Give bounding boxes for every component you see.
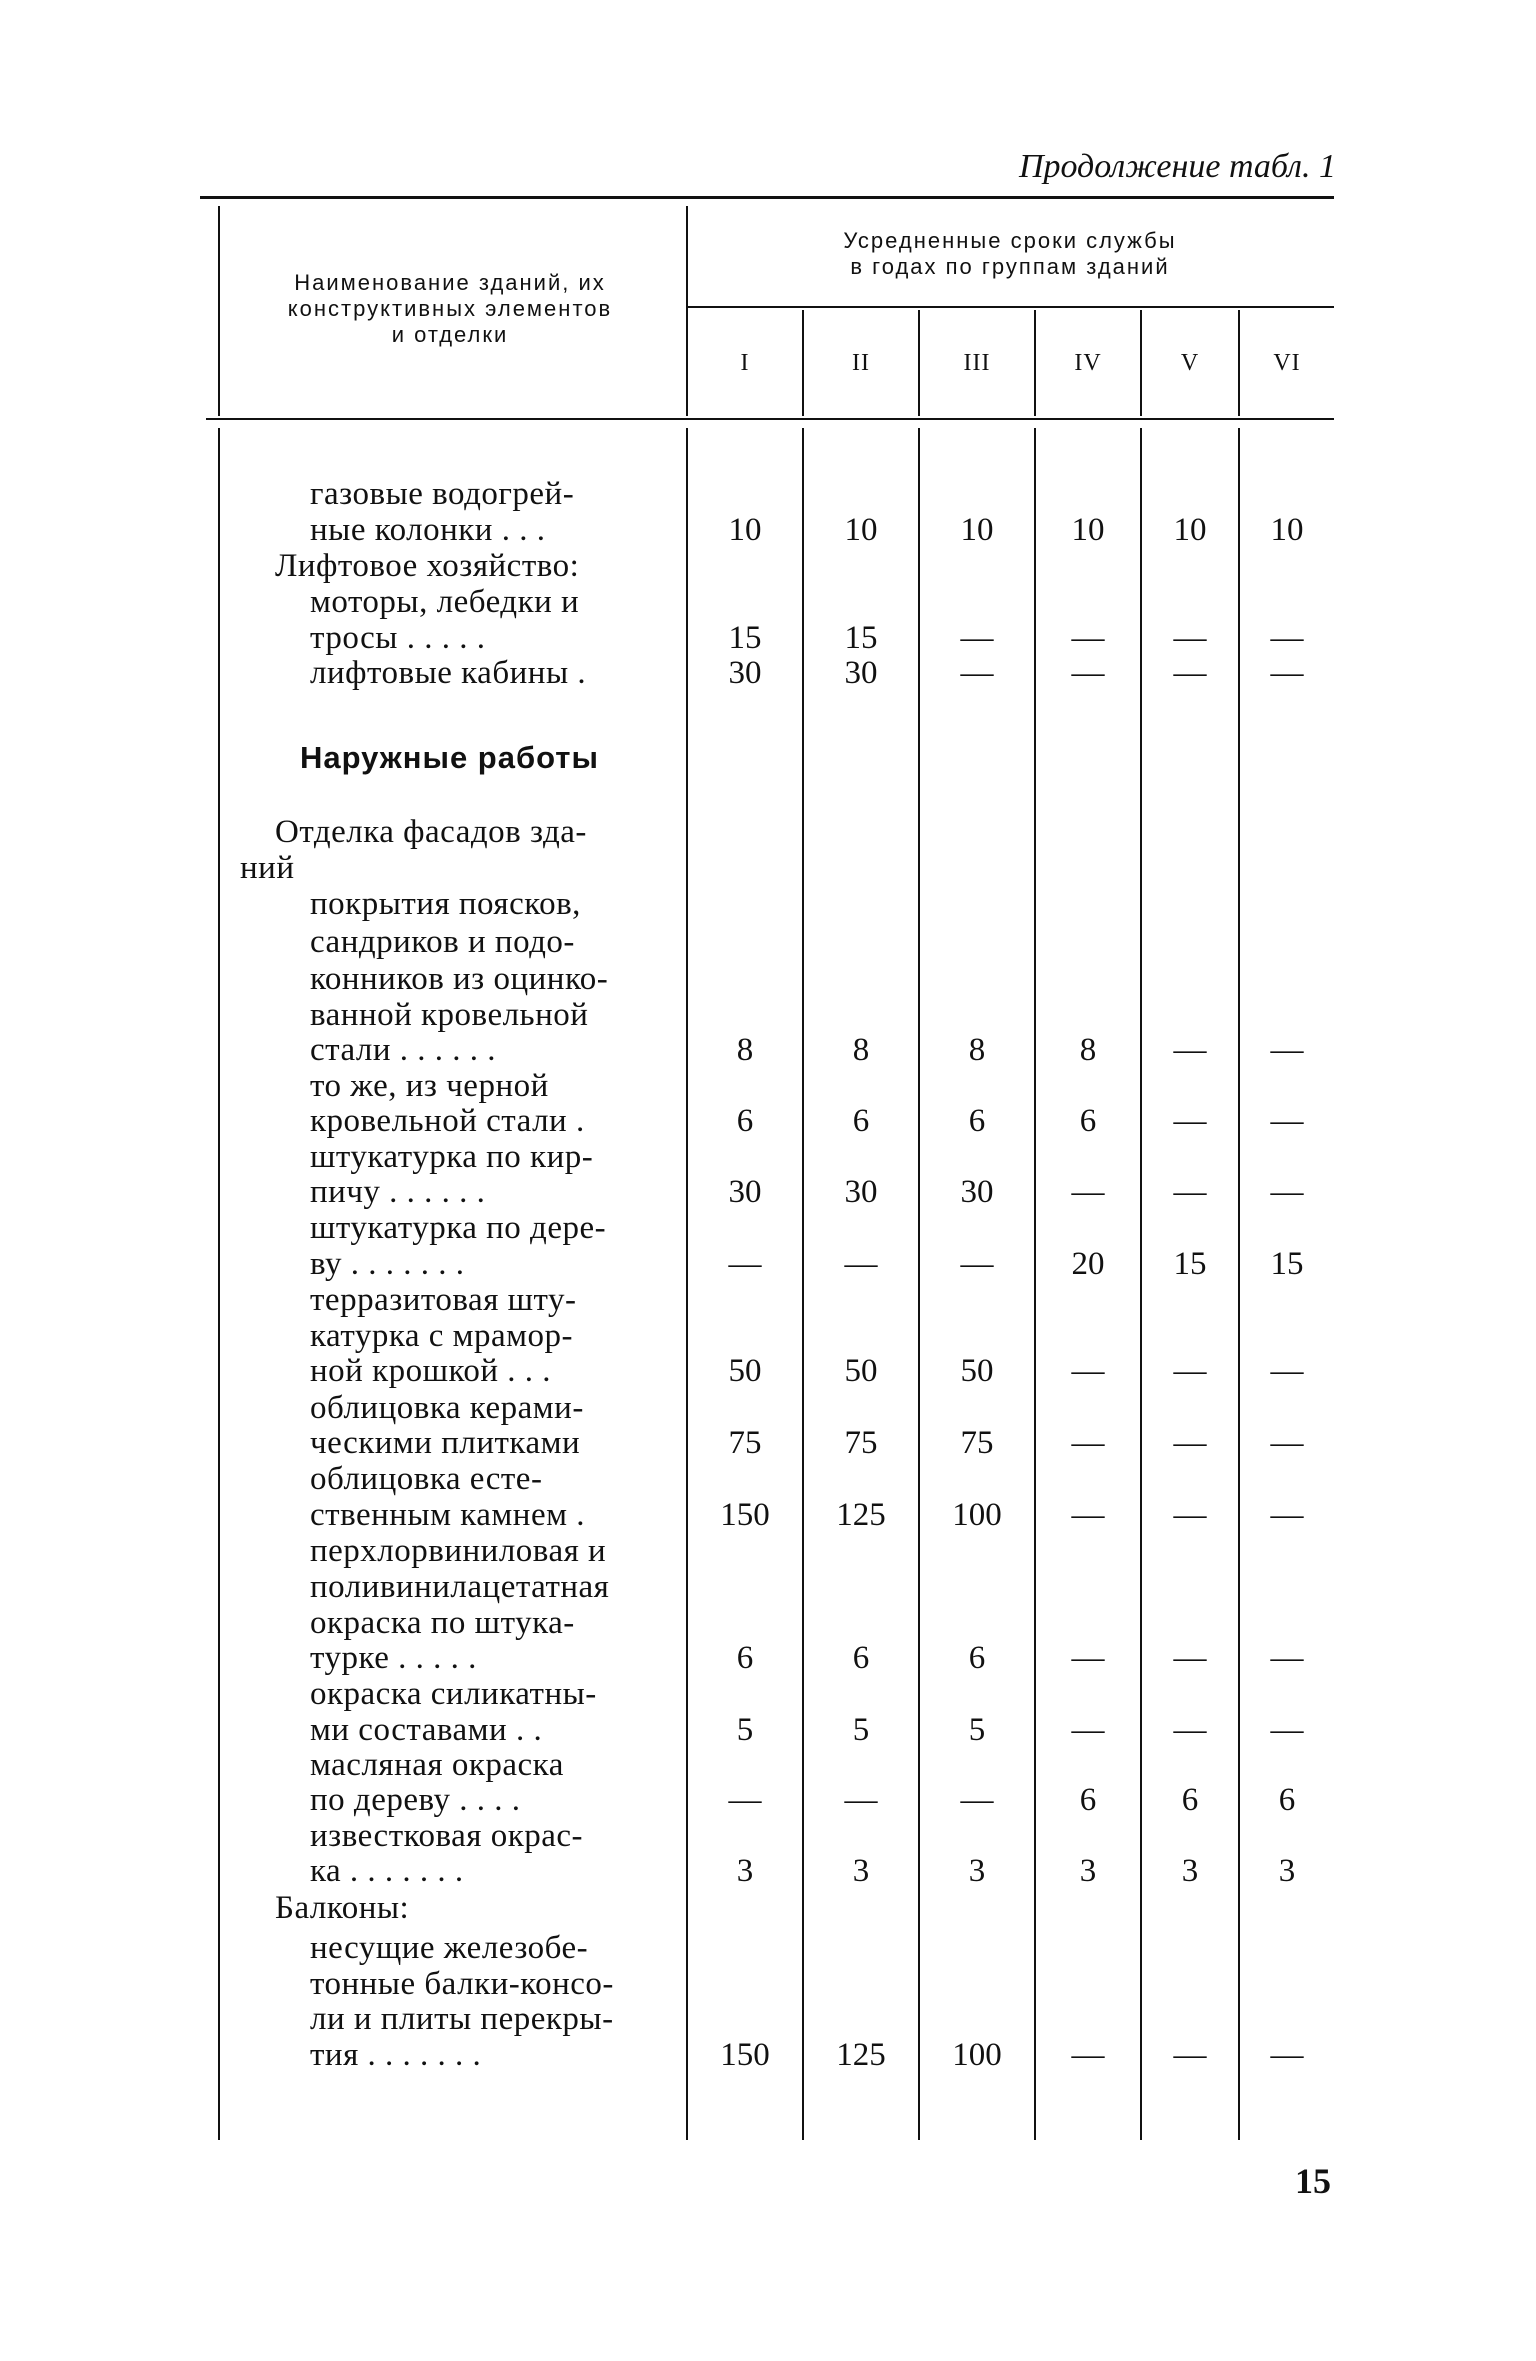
value-cell: — xyxy=(1173,1032,1207,1068)
value-cell: — xyxy=(1270,1353,1304,1389)
value-cell: — xyxy=(1071,1497,1105,1533)
body-vline-left xyxy=(218,428,220,2140)
value-cell: 30 xyxy=(728,655,762,691)
value-cell: — xyxy=(1071,620,1105,656)
value-cell: 150 xyxy=(720,2037,770,2073)
value-cell: 150 xyxy=(720,1497,770,1533)
value-cell: 8 xyxy=(852,1032,870,1068)
name-line: Лифтовое хозяйство: xyxy=(275,548,580,584)
value-cell: 3 xyxy=(1278,1853,1296,1889)
name-line: сандриков и подо- xyxy=(310,924,575,960)
value-cell: — xyxy=(1270,1497,1304,1533)
header-bottom-rule xyxy=(206,418,1334,420)
value-cell: 3 xyxy=(852,1853,870,1889)
value-cell: — xyxy=(1071,1353,1105,1389)
value-cell: — xyxy=(1270,1032,1304,1068)
column-header-v: V xyxy=(1180,350,1200,376)
name-line: облицовка есте- xyxy=(310,1461,543,1497)
column-header-vi: VI xyxy=(1273,350,1301,376)
value-cell: 6 xyxy=(736,1640,754,1676)
column-header-iv: IV xyxy=(1074,350,1102,376)
name-line: пичу . . . . . . xyxy=(310,1174,486,1210)
value-cell: 30 xyxy=(960,1174,994,1210)
value-cell: 6 xyxy=(736,1103,754,1139)
name-line: ные колонки . . . xyxy=(310,512,546,548)
name-line: газовые водогрей- xyxy=(310,476,575,512)
name-line: покрытия поясков, xyxy=(310,886,581,922)
value-cell: — xyxy=(844,1782,878,1818)
value-cell: 100 xyxy=(952,2037,1002,2073)
value-cell: — xyxy=(1071,1712,1105,1748)
value-cell: 30 xyxy=(728,1174,762,1210)
name-line: турке . . . . . xyxy=(310,1640,477,1676)
name-line: ли и плиты перекры- xyxy=(310,2001,614,2037)
value-cell: 6 xyxy=(1079,1782,1097,1818)
value-cell: 75 xyxy=(728,1425,762,1461)
value-cell: — xyxy=(1071,1640,1105,1676)
top-rule xyxy=(200,196,1334,199)
value-cell: 75 xyxy=(960,1425,994,1461)
column-header-i: I xyxy=(740,350,750,376)
name-column-header: Наименование зданий, их конструктивных элементов и отделки xyxy=(287,270,613,347)
name-line: стали . . . . . . xyxy=(310,1032,497,1068)
name-line: ванной кровельной xyxy=(310,997,589,1033)
value-cell: — xyxy=(960,1246,994,1282)
value-cell: 6 xyxy=(1079,1103,1097,1139)
name-line: конников из оцинко- xyxy=(310,961,609,997)
running-header: Продолжение табл. 1 xyxy=(1018,148,1336,185)
name-line: ной крошкой . . . xyxy=(310,1353,552,1389)
value-cell: — xyxy=(1071,2037,1105,2073)
value-cell: 30 xyxy=(844,655,878,691)
value-cell: — xyxy=(1173,2037,1207,2073)
name-line: ственным камнем . xyxy=(310,1497,585,1533)
name-line: поливинилацетатная xyxy=(310,1569,610,1605)
name-line: окраска по штука- xyxy=(310,1605,575,1641)
name-line: ний xyxy=(240,850,295,886)
value-cell: — xyxy=(1270,1640,1304,1676)
value-cell: — xyxy=(844,1246,878,1282)
value-cell: 20 xyxy=(1071,1246,1105,1282)
value-cell: — xyxy=(1173,1712,1207,1748)
value-cell: 6 xyxy=(1181,1782,1199,1818)
name-line: ми составами . . xyxy=(310,1712,543,1748)
value-cell: — xyxy=(1173,655,1207,691)
value-cell: 10 xyxy=(728,512,762,548)
value-cell: — xyxy=(1071,655,1105,691)
value-cell: 15 xyxy=(1173,1246,1207,1282)
value-cell: 75 xyxy=(844,1425,878,1461)
value-cell: — xyxy=(1270,620,1304,656)
group-header-rule xyxy=(688,306,1334,308)
value-cell: — xyxy=(960,1782,994,1818)
value-cell: — xyxy=(728,1782,762,1818)
name-line: моторы, лебедки и xyxy=(310,584,580,620)
name-line: известковая окрас- xyxy=(310,1818,584,1854)
value-cell: — xyxy=(1173,1640,1207,1676)
value-cell: 8 xyxy=(968,1032,986,1068)
name-line: Отделка фасадов зда- xyxy=(275,814,587,850)
value-cell: 15 xyxy=(844,620,878,656)
name-line: катурка с мрамор- xyxy=(310,1318,574,1354)
value-cell: — xyxy=(728,1246,762,1282)
value-cell: — xyxy=(1173,1353,1207,1389)
value-cell: 50 xyxy=(728,1353,762,1389)
value-cell: 10 xyxy=(1173,512,1207,548)
value-cell: — xyxy=(1071,1425,1105,1461)
name-line: штукатурка по дере- xyxy=(310,1210,607,1246)
value-cell: 10 xyxy=(1071,512,1105,548)
value-cell: 8 xyxy=(1079,1032,1097,1068)
value-cell: — xyxy=(1173,1103,1207,1139)
value-cell: — xyxy=(1270,2037,1304,2073)
value-cell: 125 xyxy=(836,2037,886,2073)
name-line: перхлорвиниловая и xyxy=(310,1533,607,1569)
value-cell: 3 xyxy=(968,1853,986,1889)
value-cell: 50 xyxy=(960,1353,994,1389)
section-title: Наружные работы xyxy=(300,740,599,775)
name-line: ческими плитками xyxy=(310,1425,581,1461)
value-cell: 10 xyxy=(844,512,878,548)
name-line: лифтовые кабины . xyxy=(310,655,587,691)
value-cell: 5 xyxy=(968,1712,986,1748)
name-line: по дереву . . . . xyxy=(310,1782,521,1818)
value-cell: — xyxy=(1071,1174,1105,1210)
name-line: терразитовая шту- xyxy=(310,1282,577,1318)
value-cell: 3 xyxy=(736,1853,754,1889)
value-cell: 3 xyxy=(1079,1853,1097,1889)
group-header: Усредненные сроки службы в годах по группам зданий xyxy=(843,228,1177,279)
page-number: 15 xyxy=(1295,2161,1331,2201)
value-cell: — xyxy=(960,655,994,691)
name-line: штукатурка по кир- xyxy=(310,1139,594,1175)
value-cell: 6 xyxy=(968,1103,986,1139)
value-cell: 5 xyxy=(852,1712,870,1748)
value-cell: — xyxy=(1173,1174,1207,1210)
value-cell: 50 xyxy=(844,1353,878,1389)
value-cell: — xyxy=(1270,1103,1304,1139)
value-cell: — xyxy=(1173,620,1207,656)
value-cell: 6 xyxy=(1278,1782,1296,1818)
name-line: ка . . . . . . . xyxy=(310,1853,464,1889)
value-cell: — xyxy=(1173,1497,1207,1533)
name-line: тонные балки-консо- xyxy=(310,1966,614,2002)
name-line: тросы . . . . . xyxy=(310,620,486,656)
value-cell: — xyxy=(1270,655,1304,691)
name-line: окраска силикатны- xyxy=(310,1676,597,1712)
header-vline-left xyxy=(218,206,220,416)
value-cell: 125 xyxy=(836,1497,886,1533)
value-cell: — xyxy=(960,620,994,656)
value-cell: 30 xyxy=(844,1174,878,1210)
value-cell: — xyxy=(1270,1712,1304,1748)
name-line: кровельной стали . xyxy=(310,1103,585,1139)
value-cell: 8 xyxy=(736,1032,754,1068)
name-line: тия . . . . . . . xyxy=(310,2037,482,2073)
value-cell: 5 xyxy=(736,1712,754,1748)
header-vline-name xyxy=(686,206,688,416)
value-cell: 15 xyxy=(1270,1246,1304,1282)
value-cell: 6 xyxy=(852,1103,870,1139)
name-line: Балконы: xyxy=(275,1890,410,1926)
value-cell: — xyxy=(1270,1425,1304,1461)
value-cell: 3 xyxy=(1181,1853,1199,1889)
value-cell: 15 xyxy=(728,620,762,656)
value-cell: — xyxy=(1173,1425,1207,1461)
value-cell: 100 xyxy=(952,1497,1002,1533)
column-header-iii: III xyxy=(963,350,991,376)
column-header-ii: II xyxy=(852,350,870,376)
name-line: несущие железобе- xyxy=(310,1930,589,1966)
value-cell: 10 xyxy=(960,512,994,548)
name-line: масляная окраска xyxy=(310,1747,564,1783)
name-line: ву . . . . . . . xyxy=(310,1246,465,1282)
name-line: облицовка керами- xyxy=(310,1390,584,1426)
value-cell: 6 xyxy=(968,1640,986,1676)
value-cell: — xyxy=(1270,1174,1304,1210)
value-cell: 6 xyxy=(852,1640,870,1676)
value-cell: 10 xyxy=(1270,512,1304,548)
name-line: то же, из черной xyxy=(310,1068,549,1104)
